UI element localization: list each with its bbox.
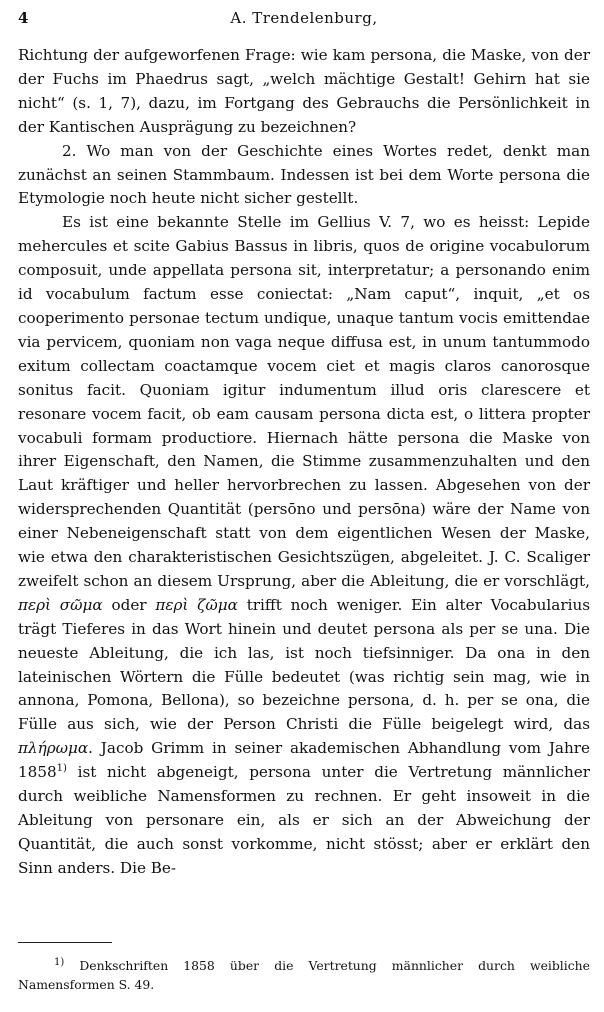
footnote-reference[interactable]: 1) [56, 763, 67, 775]
paragraph-2: 2. Wo man von der Geschichte eines Wortes redet, denkt man zunächst an seinen Stammbaum. Indessen ist bei dem Worte persona die Etymologie noch heute nicht sicher gestellt. [18, 141, 590, 208]
greek-peri-zoma: περὶ ζῶμα [155, 595, 238, 614]
paragraph-3 [18, 211, 590, 880]
paragraph-3-text-d: ist nicht abgeneigt, persona unter die Vertretung männlicher durch weibliche Namensformen zu rechnen. Er geht insoweit in die Ableitung von personare ein, als er sich an der Abweichung der Quantität, die auch sonst vorkomme, nicht stösst; aber er erklärt den Sinn anders. Die Be- [18, 763, 590, 877]
greek-pleroma: πλήρωμα [18, 739, 89, 758]
footnote-marker: 1) [54, 956, 65, 968]
greek-peri-soma: περὶ σῶμα [18, 595, 103, 614]
footnote-divider [18, 942, 112, 943]
paragraph-3-text-c: . Jacob Grimm in seiner akademischen Abhandlung vom Jahre 1858 [18, 739, 590, 782]
paragraph-3-text-b: trifft noch weniger. Ein alter Vocabularius trägt Tieferes in das Wort hinein und deutet persona als per se una. Die neueste Ableitung, die ich las, ist noch tiefsinniger. Da ona in den lateinischen Wörtern die Fülle bedeutet (was richtig sein mag, wie in annona, Pomona, Bellona), so bezeichne persona, d. h. per se ona, die Fülle aus sich, wie der Person Christi die Fülle beigelegt wird, das [18, 595, 591, 734]
footnote-text: Denkschriften 1858 über die Vertretung männlicher durch weibliche Namensformen S. 49. [18, 958, 590, 992]
conjunction-oder: oder [111, 595, 147, 614]
footnote [18, 956, 590, 994]
paragraph-3-text-a: Es ist eine bekannte Stelle im Gellius V. 7, wo es heisst: Lepide mehercules et scite Gabius Bassus in libris, quos de origine vocabulorum composuit, unde appellata persona sit, interpretatur; a personando enim id vocabulum factum esse coniectat: „Nam caput“, inquit, „et os cooperimento personae tectum undique, unaque tantum vocis emittendae via pervicem, quoniam non vaga neque diffusa est, in unum tantummodo exitum collectam coactamque vocem ciet et magis claros canorosque sonitus facit. Quoniam igitur indumentum illud oris clarescere et resonare vocem facit, ob eam causam persona dicta est, o littera propter vocabuli formam productiore. Hiernach hätte persona die Maske von ihrer Eigenschaft, den Namen, die Stimme zusammenzuhalten und den Laut kräftiger und heller hervorbrechen zu lassen. Abgesehen von der widersprechenden Quantität (persōno und persōna) wäre der Name von einer Nebeneigenschaft statt von dem eigentlichen Wesen der Maske, wie etwa den charakteristischen Gesichtszügen, abgeleitet. J. C. Scaliger zweifelt schon an diesem Ursprung, aber die Ableitung, die er vorschlägt, [18, 213, 590, 590]
paragraph-1: Richtung der aufgeworfenen Frage: wie kam persona, die Maske, von der der Fuchs im Phaedrus sagt, „welch mächtige Gestalt! Gehirn hat sie nicht“ (s. 1, 7), dazu, im Fortgang des Gebrauchs die Persönlichkeit in der Kantischen Ausprägung zu bezeichnen? [18, 46, 590, 136]
page-header [18, 6, 590, 30]
page-number: 4 [18, 9, 29, 27]
body-text [18, 44, 590, 881]
running-title: A. Trendelenburg, [230, 9, 378, 27]
